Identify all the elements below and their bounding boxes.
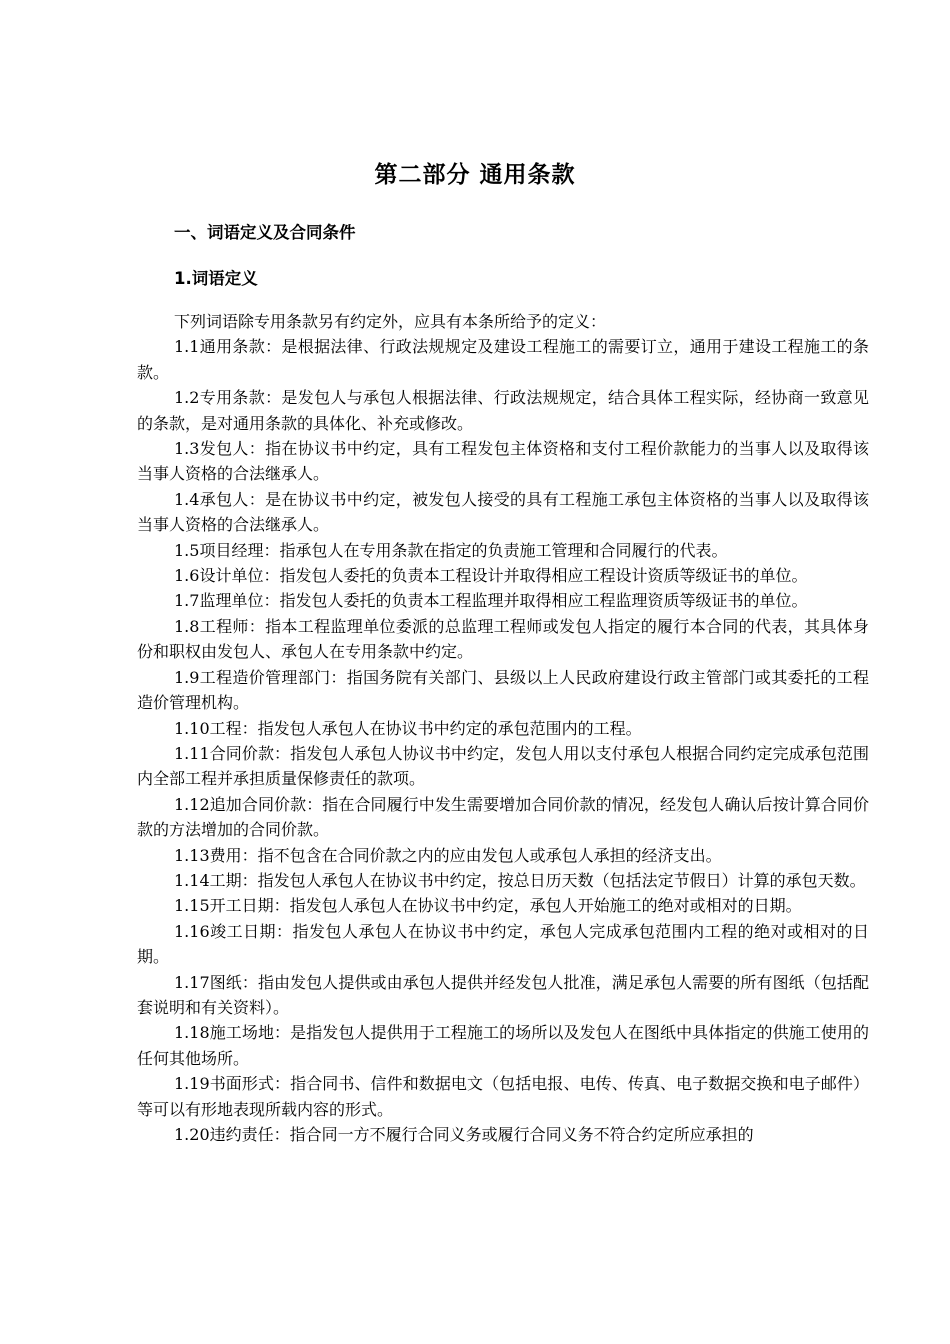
paragraph-1-19: 1.19书面形式：指合同书、信件和数据电文（包括电报、电传、传真、电子数据交换和电子邮件）等可以有形地表现所载内容的形式。 xyxy=(137,1074,869,1119)
page-title: 第二部分 通用条款 xyxy=(374,162,576,188)
paragraph-1-10: 1.10工程：指发包人承包人在协议书中约定的承包范围内的工程。 xyxy=(174,718,642,738)
paragraph-1-7: 1.7监理单位：指发包人委托的负责本工程监理并取得相应工程监理资质等级证书的单位。 xyxy=(174,591,808,611)
paragraph-1-11: 1.11合同价款：指发包人承包人协议书中约定，发包人用以支付承包人根据合同约定完成承包范围内全部工程并承担质量保修责任的款项。 xyxy=(137,743,869,789)
paragraph-1-16: 1.16竣工日期：指发包人承包人在协议书中约定，承包人完成承包范围内工程的绝对或相对的日期。 xyxy=(137,921,869,967)
paragraph-1-14: 1.14工期：指发包人承包人在协议书中约定，按总日历天数（包括法定节假日）计算的承包天数。 xyxy=(174,870,866,890)
paragraph-1-20: 1.20违约责任：指合同一方不履行合同义务或履行合同义务不符合约定所应承担的 xyxy=(174,1125,754,1144)
paragraph-1-18: 1.18施工场地：是指发包人提供用于工程施工的场所以及发包人在图纸中具体指定的供施工使用的任何其他场所。 xyxy=(137,1023,869,1068)
section-heading: 一、词语定义及合同条件 xyxy=(174,223,356,242)
paragraph-1-13: 1.13费用：指不包含在合同价款之内的应由发包人或承包人承担的经济支出。 xyxy=(174,845,722,865)
document-body xyxy=(137,309,869,1147)
paragraph-1-5: 1.5项目经理：指承包人在专用条款在指定的负责施工管理和合同履行的代表。 xyxy=(174,540,728,560)
paragraph-1-2: 1.2专用条款：是发包人与承包人根据法律、行政法规规定，结合具体工程实际，经协商一致意见的条款，是对通用条款的具体化、补充或修改。 xyxy=(137,388,869,433)
paragraph-1-17: 1.17图纸：指由发包人提供或由承包人提供并经发包人批准，满足承包人需要的所有图纸（包括配套说明和有关资料）。 xyxy=(137,972,869,1017)
paragraph-1-4: 1.4承包人：是在协议书中约定，被发包人接受的具有工程施工承包主体资格的当事人以及取得该当事人资格的合法继承人。 xyxy=(137,489,869,535)
paragraph-intro: 下列词语除专用条款另有约定外，应具有本条所给予的定义： xyxy=(174,312,607,331)
paragraph-1-15: 1.15开工日期：指发包人承包人在协议书中约定，承包人开始施工的绝对或相对的日期。 xyxy=(174,896,802,916)
paragraph-1-3: 1.3发包人：指在协议书中约定，具有工程发包主体资格和支付工程价款能力的当事人以及取得该当事人资格的合法继承人。 xyxy=(137,439,869,484)
paragraph-1-8: 1.8工程师：指本工程监理单位委派的总监理工程师或发包人指定的履行本合同的代表，其具体身份和职权由发包人、承包人在专用条款中约定。 xyxy=(137,616,869,662)
paragraph-1-12: 1.12追加合同价款：指在合同履行中发生需要增加合同价款的情况，经发包人确认后按计算合同价款的方法增加的合同价款。 xyxy=(137,794,869,840)
paragraph-1-9: 1.9工程造价管理部门：指国务院有关部门、县级以上人民政府建设行政主管部门或其委托的工程造价管理机构。 xyxy=(137,667,869,713)
subsection-heading: 1.词语定义 xyxy=(174,269,258,288)
paragraph-1-6: 1.6设计单位：指发包人委托的负责本工程设计并取得相应工程设计资质等级证书的单位。 xyxy=(174,566,808,586)
paragraph-1-1: 1.1通用条款：是根据法律、行政法规规定及建设工程施工的需要订立，通用于建设工程施工的条款。 xyxy=(137,337,869,382)
